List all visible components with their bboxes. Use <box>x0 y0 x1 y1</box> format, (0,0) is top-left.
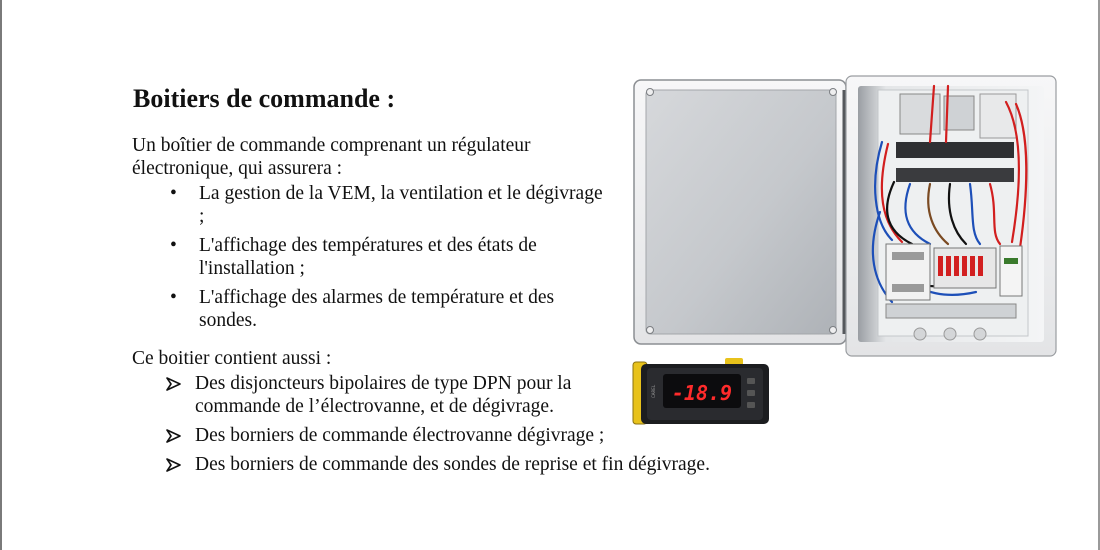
bullet-item <box>170 234 610 280</box>
arrow-bullet-icon <box>166 377 181 391</box>
control-box-photo <box>630 72 1060 362</box>
bullet-item <box>170 182 610 228</box>
functions-bullet-list <box>170 182 610 338</box>
bullet-item <box>170 286 610 332</box>
bullet-item-text: L'affichage des alarmes de température et des sondes. <box>199 287 555 331</box>
arrow-bullet-icon <box>166 429 181 443</box>
arrow-item-text: Des borniers de commande électrovanne dégivrage ; <box>195 425 605 446</box>
contains-paragraph: Ce boitier contient aussi : <box>132 348 332 369</box>
arrow-item-text: Des borniers de commande des sondes de reprise et fin dégivrage. <box>195 454 710 475</box>
temperature-controller-photo <box>625 354 770 432</box>
bullet-item-text: La gestion de la VEM, la ventilation et le dégivrage ; <box>199 183 603 227</box>
arrow-list-item <box>166 372 615 418</box>
arrow-item-text: Des disjoncteurs bipolaires de type DPN pour la commande de l’électrovanne, et de dégivrage. <box>195 373 572 417</box>
section-heading: Boitiers de commande : <box>133 84 396 113</box>
controller-display-value: -18.9 <box>671 381 733 405</box>
intro-paragraph: Un boîtier de commande comprenant un régulateur électronique, qui assurera : <box>132 135 531 179</box>
bullet-item-text: L'affichage des températures et des états de l'installation ; <box>199 235 537 279</box>
controller-brand-label: CAREL <box>651 384 656 398</box>
page-left-border <box>0 0 2 550</box>
arrow-bullet-icon <box>166 458 181 472</box>
arrow-list-item <box>166 453 866 476</box>
